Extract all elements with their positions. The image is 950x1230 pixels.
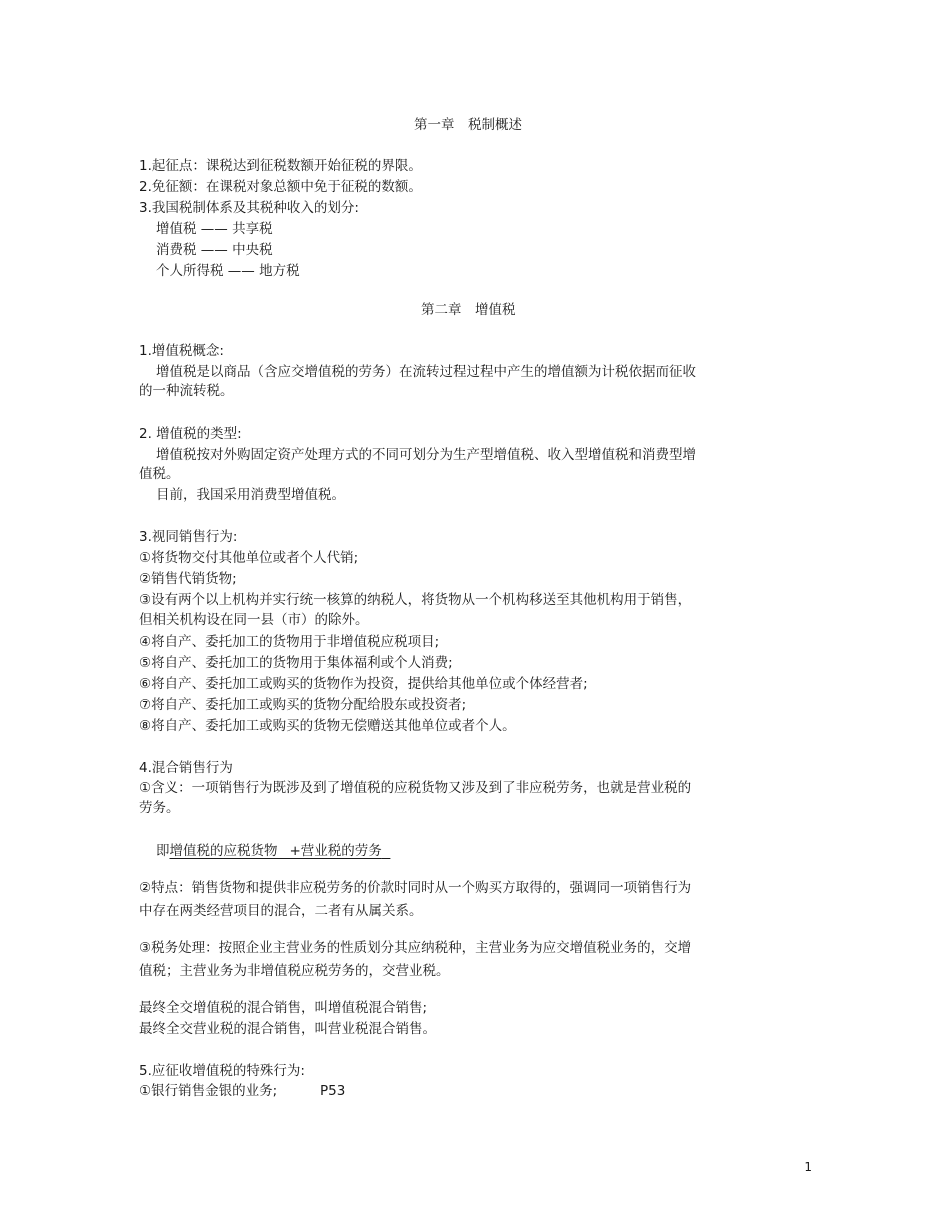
vat-types-line-2: 值税。 (139, 466, 180, 482)
deemed-sales-heading: 3.视同销售行为: (139, 529, 238, 545)
vat-concept-line-1: 增值税是以商品（含应交增值税的劳务）在流转过程过程中产生的增值额为计税依据而征收 (156, 364, 696, 380)
formula-tail (382, 843, 391, 859)
vat-types-line-1: 增值税按对外购固定资产处理方式的不同可划分为生产型增值税、收入型增值税和消费型增 (156, 447, 696, 463)
deemed-sales-item: ⑧将自产、委托加工或购买的货物无偿赠送其他单位或者个人。 (139, 718, 516, 734)
page-number: 1 (804, 1160, 812, 1174)
formula-spacer (278, 841, 290, 861)
deemed-sales-item: ⑦将自产、委托加工或购买的货物分配给股东或投资者; (139, 697, 467, 713)
vat-concept-heading: 1.增值税概念: (139, 343, 224, 359)
formula-business-tax-service: +营业税的劳务 (289, 843, 382, 859)
mixed-sales-meaning-2: 劳务。 (139, 800, 180, 816)
mixed-sales-formula (156, 841, 390, 861)
deemed-sales-item: ④将自产、委托加工的货物用于非增值税应税项目; (139, 634, 440, 650)
deemed-sales-item: ③设有两个以上机构并实行统一核算的纳税人，将货物从一个机构移送至其他机构用于销售， (139, 592, 692, 608)
mixed-sales-heading: 4.混合销售行为 (139, 760, 233, 776)
vat-concept-line-2: 的一种流转税。 (139, 383, 234, 399)
mixed-sales-feature-1: ②特点：销售货物和提供非应税劳务的价款时同时从一个购买方取得的，强调同一项销售行为 (139, 880, 692, 896)
special-vat-heading: 5.应征收增值税的特殊行为: (139, 1063, 305, 1079)
ch1-item-3: 3.我国税制体系及其税种收入的划分: (139, 200, 359, 216)
mixed-sales-treatment-2: 值税；主营业务为非增值税应税劳务的，交营业税。 (139, 963, 450, 979)
formula-vat-goods: 增值税的应税货物 (169, 843, 278, 859)
deemed-sales-item: ①将货物交付其他单位或者个人代销; (139, 550, 359, 566)
ch1-item-1: 1.起征点：课税达到征税数额开始征税的界限。 (139, 158, 422, 174)
mixed-sales-final-1: 最终全交增值税的混合销售，叫增值税混合销售; (139, 1000, 428, 1016)
mixed-sales-feature-2: 中存在两类经营项目的混合，二者有从属关系。 (139, 903, 423, 919)
special-vat-item-1: ①银行销售金银的业务; (139, 1083, 278, 1099)
deemed-sales-item: ⑤将自产、委托加工的货物用于集体福利或个人消费; (139, 655, 453, 671)
vat-types-heading: 2. 增值税的类型: (139, 426, 242, 442)
deemed-sales-item: ⑥将自产、委托加工或购买的货物作为投资，提供给其他单位或个体经营者; (139, 676, 588, 692)
deemed-sales-item: 但相关机构设在同一县（市）的除外。 (139, 612, 369, 628)
formula-prefix: 即 (156, 843, 170, 859)
tax-share-line: 增值税 —— 共享税 (156, 221, 273, 237)
special-vat-page-ref: P53 (320, 1083, 346, 1099)
chapter-1-title: 第一章 税制概述 (414, 117, 522, 133)
deemed-sales-item: ②销售代销货物; (139, 571, 237, 587)
mixed-sales-meaning-1: ①含义：一项销售行为既涉及到了增值税的应税货物又涉及到了非应税劳务，也就是营业税的 (139, 780, 692, 796)
vat-types-line-3: 目前，我国采用消费型增值税。 (156, 487, 345, 503)
mixed-sales-final-2: 最终全交营业税的混合销售，叫营业税混合销售。 (139, 1021, 436, 1037)
mixed-sales-treatment-1: ③税务处理：按照企业主营业务的性质划分其应纳税种，主营业务为应交增值税业务的，交增 (139, 940, 692, 956)
chapter-2-title: 第二章 增值税 (421, 302, 516, 318)
tax-local-line: 个人所得税 —— 地方税 (156, 263, 300, 279)
tax-central-line: 消费税 —— 中央税 (156, 242, 273, 258)
ch1-item-2: 2.免征额：在课税对象总额中免于征税的数额。 (139, 179, 422, 195)
